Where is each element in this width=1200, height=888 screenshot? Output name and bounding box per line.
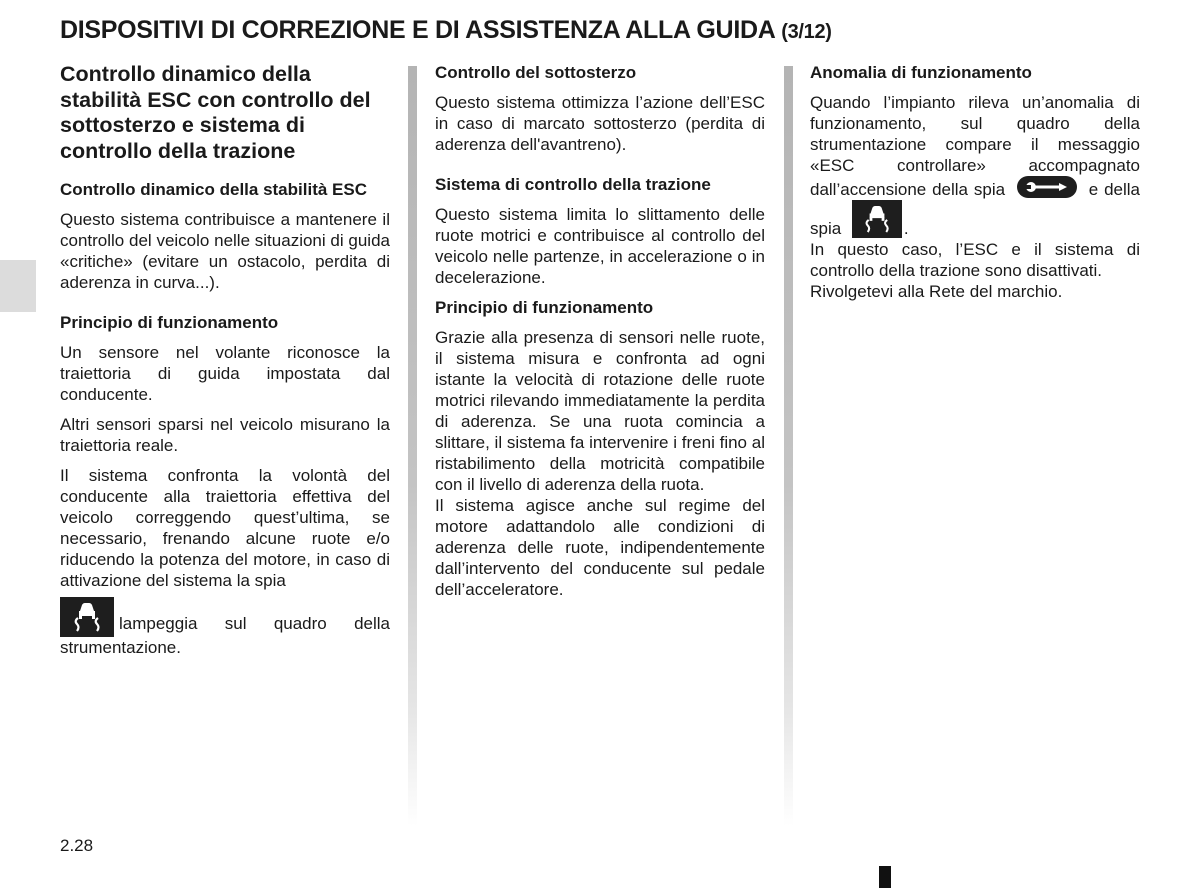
paragraph: Questo sistema contribuisce a mantenere il controllo del veicolo nelle situazioni di guida «critiche» (evitare un ostacolo, perdita di aderenza in curva...). — [60, 210, 390, 292]
section-heading: Controllo dinamico della stabilità ESC con controllo del sottosterzo e sistema di controllo della trazione — [60, 62, 371, 163]
paragraph-with-icons — [810, 92, 1140, 239]
paragraph: Questo sistema limita lo slittamento delle ruote motrici e contribuisce al controllo del veicolo nelle partenze, in accelerazione o in decelerazione. — [435, 205, 765, 287]
paragraph-text: Quando l’impianto rileva un’anomalia di funzionamento, sul quadro della strumentazione compare il messaggio «ESC controllare» accompagnato dall’accensione della spia — [810, 93, 1140, 199]
esc-skid-warning-icon — [60, 597, 114, 637]
page-title-text: DISPOSITIVI DI CORREZIONE E DI ASSISTENZA ALLA GUIDA — [60, 16, 775, 44]
subheading-understeer: Controllo del sottosterzo — [435, 63, 637, 82]
page-counter: (3/12) — [781, 21, 832, 43]
wrench-service-warning-icon — [1017, 176, 1077, 198]
subheading-malfunction: Anomalia di funzionamento — [810, 63, 1032, 82]
paragraph: Il sistema agisce anche sul regime del motore adattandolo alle condizioni di aderenza delle ruote, indipendentemente dall’intervento del conducente sul pedale dell’acceleratore. — [435, 496, 765, 599]
chapter-side-tab — [0, 260, 36, 312]
paragraph: Questo sistema ottimizza l’azione dell’ESC in caso di marcato sottosterzo (perdita di aderenza dell'avantreno). — [435, 93, 765, 154]
subheading-traction: Sistema di controllo della trazione — [435, 175, 711, 194]
esc-skid-warning-icon — [852, 200, 902, 238]
column-middle — [435, 62, 765, 609]
column-divider — [408, 66, 417, 826]
column-divider — [784, 66, 793, 826]
paragraph: Rivolgetevi alla Rete del marchio. — [810, 282, 1063, 301]
paragraph: In questo caso, l’ESC e il sistema di controllo della trazione sono disattivati. — [810, 240, 1140, 280]
subheading-principle: Principio di funzionamento — [435, 298, 654, 317]
paragraph-with-icon — [60, 597, 390, 658]
paragraph: Altri sensori sparsi nel veicolo misurano la traiettoria reale. — [60, 415, 390, 455]
page-title — [60, 16, 1160, 45]
print-crop-mark — [879, 866, 891, 888]
paragraph-text: e della spia — [810, 180, 1140, 238]
paragraph: Un sensore nel volante riconosce la traiettoria di guida impostata dal conducente. — [60, 343, 390, 404]
subheading-principle: Principio di funzionamento — [60, 313, 279, 332]
paragraph: Grazie alla presenza di sensori nelle ruote, il sistema misura e confronta ad ogni istante la velocità di rotazione delle ruote motrici rilevando immediatamente la perdita di aderenza. Se una ruota comincia a slittare, il sistema fa intervenire i freni fino al ristabilimento della motricità compatibile con il livello di aderenza della ruota. — [435, 328, 765, 494]
subheading-esc: Controllo dinamico della stabilità ESC — [60, 180, 367, 199]
column-left — [60, 62, 390, 667]
page-number: 2.28 — [60, 836, 94, 855]
paragraph-tail: lampeggia sul quadro della strumentazione. — [60, 614, 390, 657]
paragraph-text: . — [903, 219, 909, 238]
column-right — [810, 62, 1140, 311]
paragraph: Il sistema confronta la volontà del conducente alla traiettoria effettiva del veicolo correggendo quest’ultima, se necessario, frenando alcune ruote e/o riducendo la potenza del motore, in caso di attivazione del sistema la spia — [60, 466, 390, 590]
